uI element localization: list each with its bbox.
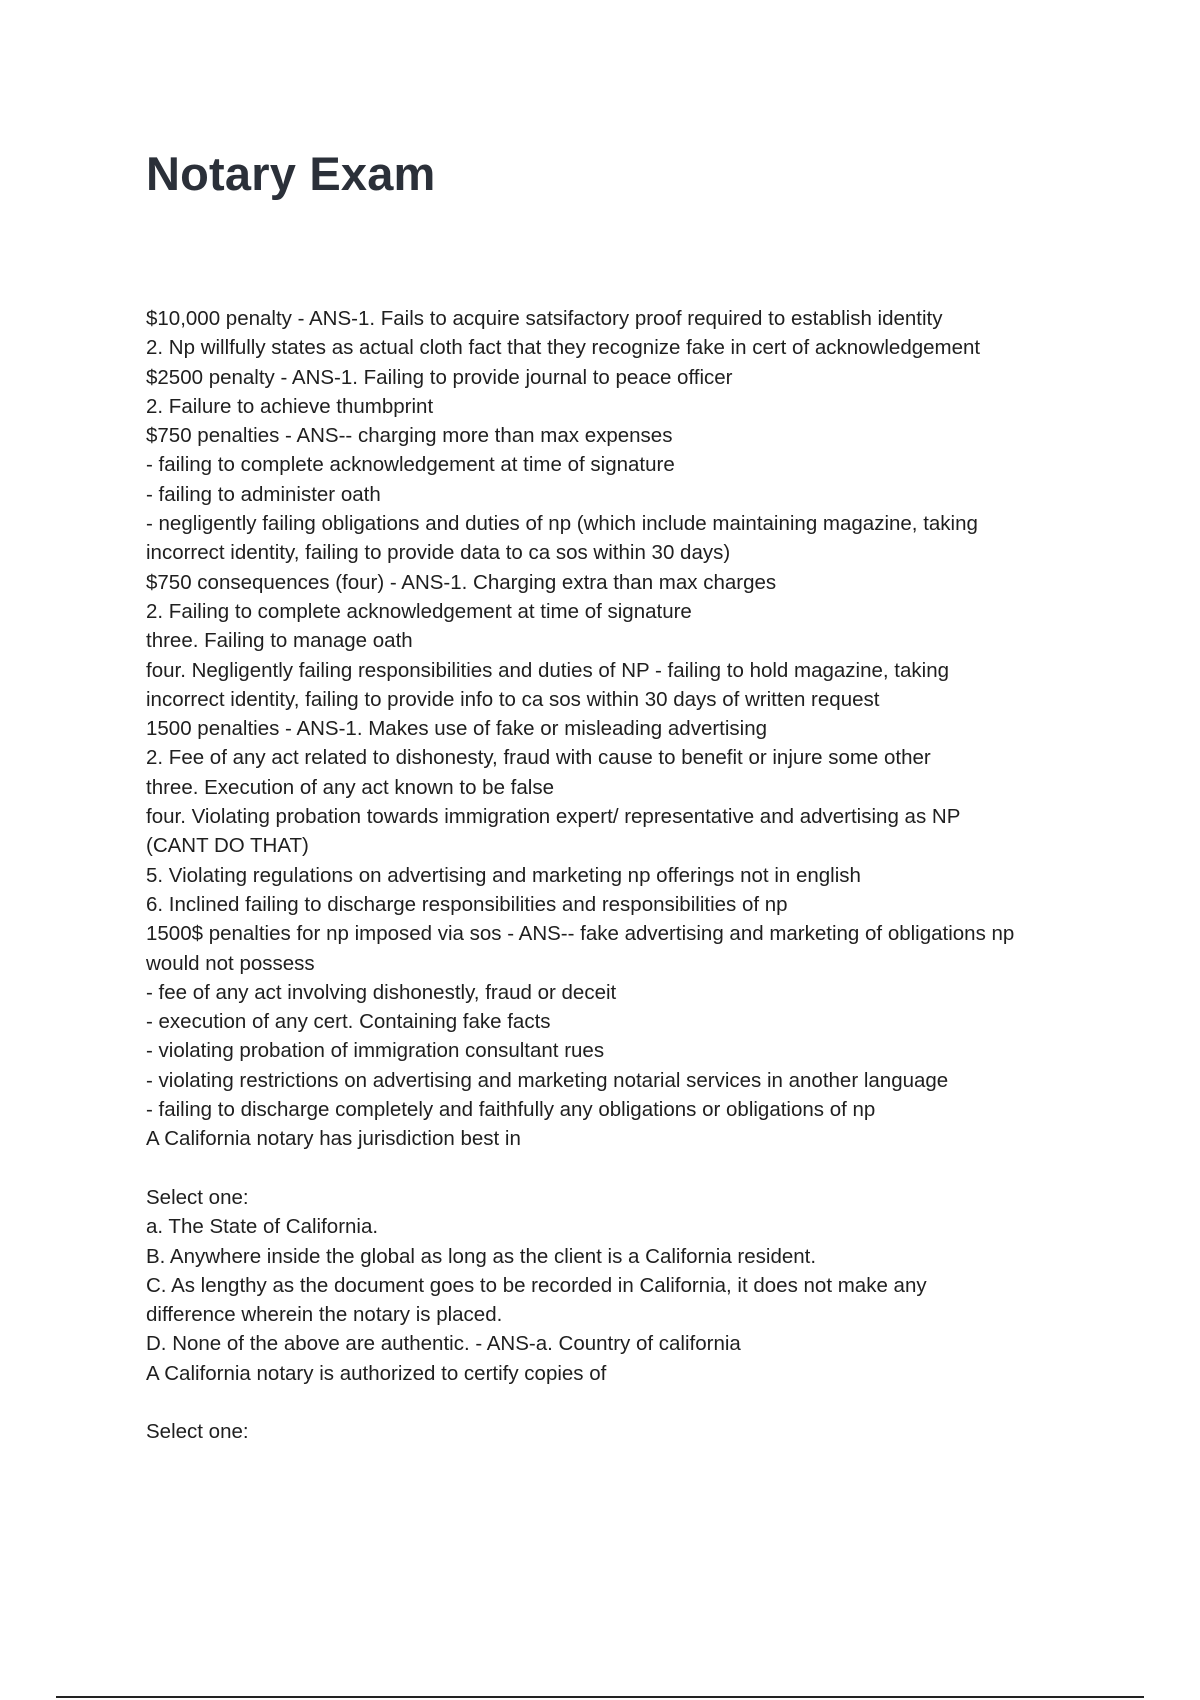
text-line: three. Execution of any act known to be false	[146, 775, 554, 799]
blank-line	[146, 1154, 1106, 1183]
text-line: 2. Failing to complete acknowledgement at time of signature	[146, 599, 692, 623]
text-line: a. The State of California.	[146, 1215, 379, 1239]
text-line: $10,000 penalty - ANS-1. Fails to acquire satsifactory proof required to establish identity	[146, 307, 943, 330]
text-line: - failing to complete acknowledgement at time of signature	[146, 453, 675, 477]
text-line: incorrect identity, failing to provide data to ca sos within 30 days)	[146, 541, 731, 565]
text-line: - violating restrictions on advertising and marketing notarial services in another language	[146, 1068, 949, 1092]
text-line: 5. Violating regulations on advertising and marketing np offerings not in english	[146, 863, 861, 887]
text-line: three. Failing to manage oath	[146, 629, 413, 653]
text-line: Select one:	[146, 1420, 249, 1444]
text-line: $750 consequences (four) - ANS-1. Charging extra than max charges	[146, 570, 777, 594]
text-line: - failing to administer oath	[146, 482, 381, 506]
text-line: - fee of any act involving dishonestly, fraud or deceit	[146, 980, 617, 1004]
text-line: 2. Np willfully states as actual cloth fact that they recognize fake in cert of acknowledgement	[146, 336, 981, 360]
text-line: D. None of the above are authentic. - ANS-a. Country of california	[146, 1332, 741, 1356]
text-line: 1500 penalties - ANS-1. Makes use of fake or misleading advertising	[146, 717, 768, 741]
text-line: A California notary is authorized to certify copies of	[146, 1361, 607, 1385]
text-line: 2. Failure to achieve thumbprint	[146, 394, 434, 418]
text-line: (CANT DO THAT)	[146, 834, 309, 858]
text-line: incorrect identity, failing to provide info to ca sos within 30 days of written request	[146, 687, 880, 711]
footer-divider	[56, 1696, 1144, 1698]
text-line: four. Violating probation towards immigration expert/ representative and advertising as NP	[146, 805, 961, 829]
text-line: - negligently failing obligations and duties of np (which include maintaining magazine, taking	[146, 512, 978, 536]
text-line: would not possess	[146, 951, 315, 975]
blank-line	[146, 1388, 1106, 1417]
text-line: C. As lengthy as the document goes to be recorded in California, it does not make any	[146, 1273, 927, 1297]
text-line: B. Anywhere inside the global as long as the client is a California resident.	[146, 1244, 817, 1268]
text-line: - execution of any cert. Containing fake facts	[146, 1010, 551, 1034]
text-line: 6. Inclined failing to discharge responsibilities and responsibilities of np	[146, 892, 788, 916]
text-line: $2500 penalty - ANS-1. Failing to provide journal to peace officer	[146, 365, 733, 389]
text-line: 1500$ penalties for np imposed via sos - ANS-- fake advertising and marketing of obligations np	[146, 922, 1015, 946]
text-line: four. Negligently failing responsibilities and duties of NP - failing to hold magazine, taking	[146, 658, 950, 682]
text-line: - failing to discharge completely and faithfully any obligations or obligations of np	[146, 1098, 876, 1122]
text-line: difference wherein the notary is placed.	[146, 1303, 503, 1327]
document-title: Notary Exam	[146, 147, 436, 200]
text-line: - violating probation of immigration consultant rues	[146, 1039, 605, 1063]
text-line: Select one:	[146, 1185, 249, 1209]
text-line: 2. Fee of any act related to dishonesty, fraud with cause to benefit or injure some other	[146, 746, 931, 770]
document-body	[146, 304, 1106, 1447]
text-line: A California notary has jurisdiction best in	[146, 1127, 521, 1151]
text-line: $750 penalties - ANS-- charging more than max expenses	[146, 424, 673, 448]
